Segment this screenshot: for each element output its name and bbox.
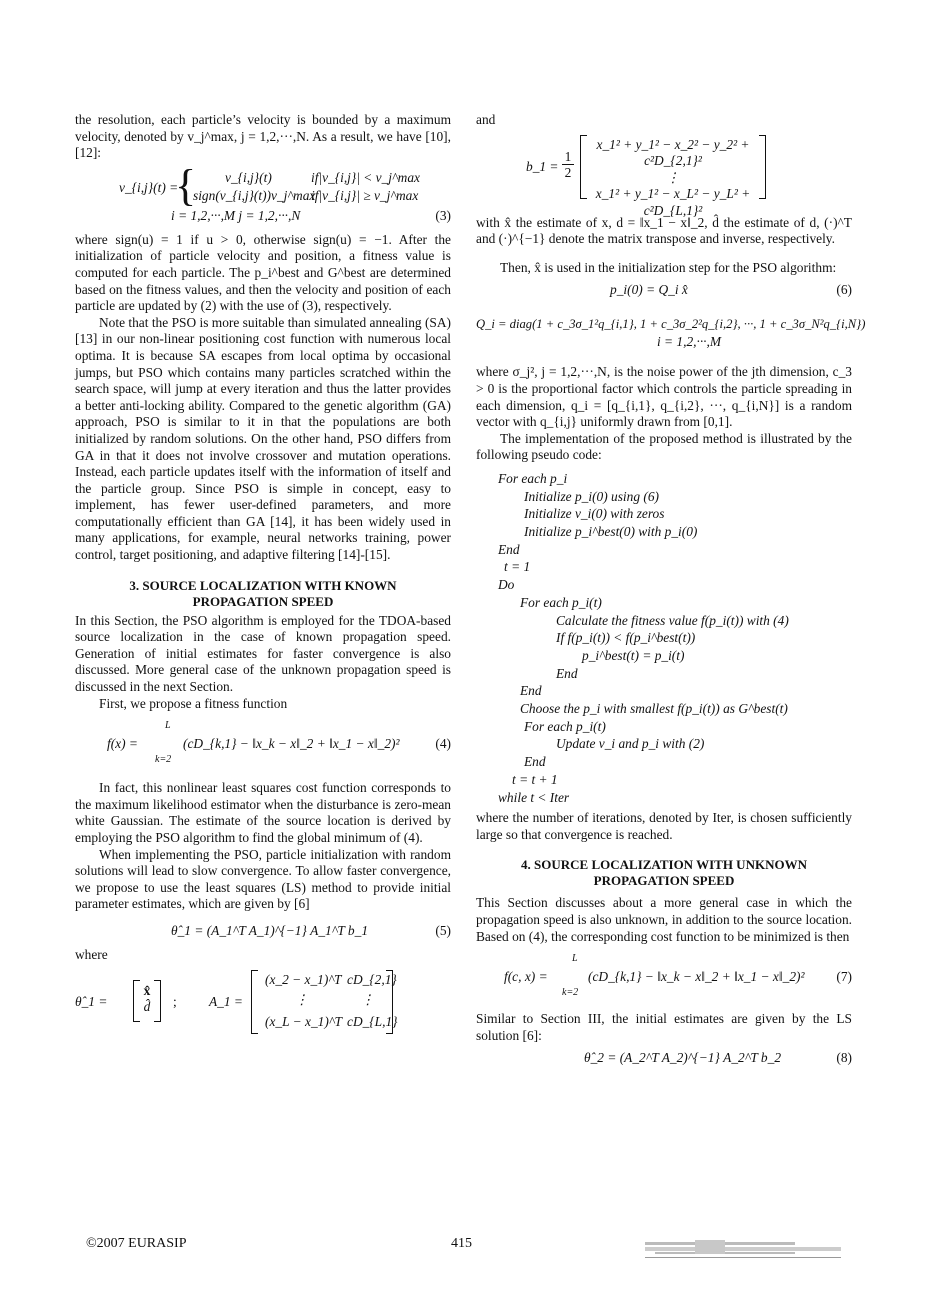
- word-and: and: [476, 112, 496, 127]
- eq3-lhs: v_{i,j}(t) =: [119, 179, 179, 195]
- footer-copyright: ©2007 EURASIP: [86, 1236, 187, 1251]
- equation-6: [476, 280, 852, 302]
- a1-r3c2: cD_{L,1}: [347, 1013, 398, 1029]
- eq3-number: (3): [435, 207, 451, 223]
- section-3-heading: [75, 578, 451, 610]
- qi-definition: [476, 316, 866, 358]
- code-line: Choose the p_i with smallest f(p_i(t)) as G^best(t): [520, 701, 788, 717]
- a1-r3c1: (x_L − x_1)^T: [265, 1013, 342, 1029]
- section-4-heading-line1: 4. SOURCE LOCALIZATION WITH UNKNOWN: [521, 857, 807, 873]
- code-line: End: [498, 541, 520, 557]
- code-line: while t < Iter: [498, 789, 570, 805]
- footer-page-number: 415: [451, 1236, 472, 1251]
- theta-top: x̂: [143, 982, 151, 998]
- code-line: Initialize v_i(0) with zeros: [524, 506, 665, 522]
- code-line: End: [556, 665, 578, 681]
- para-fact: In fact, this nonlinear least squares cost function corresponds to the maximum likelihood estimator when the disturbance is zero-mean white Gaussian. The estimate of the source location is derived by employing the PSO algorithm to find the global minimum of (4).: [75, 780, 451, 845]
- code-line: For each p_i: [498, 470, 568, 486]
- left-column: [75, 112, 451, 1034]
- b1-fraction-num: 1: [562, 149, 574, 165]
- para-sa: Note that the PSO is more suitable than simulated annealing (SA) [13] in our non-linear positioning cost function with numerous local optima. It is because SA escapes from local optima by occasional jumps, but PSO which contains many particles scratched within the search space, will jump at every iteration and thus the latter provides a better anti-locking ability. Compared to the genetic algorithm (GA) approach, PSO is similar to it in that the populations are both initialized by random solutions. On the other hand, PSO differs from GA in that it does not involve crossover and mutation operations. Instead, each particle updates itself with the information of itself and the particle group. Since PSO is simple in concept, easy to implement, has fewer user-defined parameters, and more computationally efficient than GA [14], it has been widely used in many applications, for example, neural networks training, power control, target positioning, and adaptive filtering [14]-[15].: [75, 314, 451, 563]
- section-3-heading-line1: 3. SOURCE LOCALIZATION WITH KNOWN: [129, 577, 397, 593]
- para-similar: Similar to Section III, the initial estimates are given by the LS solution [6]:: [476, 1011, 852, 1043]
- b1-fraction: [562, 149, 574, 180]
- eq7-number: (7): [836, 969, 852, 985]
- right-column: [476, 112, 866, 1070]
- code-line: Do: [498, 577, 515, 593]
- b1-row3: x_1² + y_1² − x_L² − y_L² + c²D_{L,1}²: [595, 186, 751, 218]
- section-4-heading-line2: PROPAGATION SPEED: [593, 873, 735, 889]
- eq6-body: p_i(0) = Q_i x̂: [610, 282, 688, 298]
- eq3-brace: {: [175, 160, 197, 210]
- eq3-case1-cond: if|v_{i,j}| < v_j^max: [311, 169, 420, 185]
- b1-definition: [476, 133, 852, 218]
- footer-logo-icon: [645, 1240, 841, 1259]
- code-line: Initialize p_i^best(0) with p_i(0): [524, 524, 698, 540]
- para-pseudo: The implementation of the proposed method is illustrated by the following pseudo code:: [476, 430, 852, 463]
- code-line: Calculate the fitness value f(p_i(t)) with (4): [556, 612, 789, 628]
- para-sec4: This Section discusses about a more general case in which the propagation speed is also unknown, in addition to the source location. Based on (4), the corresponding cost function to be minimized is then: [476, 895, 852, 944]
- eq7-lhs: f(c, x) =: [504, 969, 548, 985]
- section-3-heading-line2: PROPAGATION SPEED: [192, 593, 334, 609]
- theta-vector: [133, 980, 161, 1022]
- eq4-number: (4): [435, 736, 451, 752]
- code-line: Initialize p_i(0) using (6): [524, 488, 660, 504]
- a1-dots-1: ⋮: [295, 991, 309, 1007]
- eq4-sum-top: L: [165, 720, 171, 732]
- para-then: Then, x̂ is used in the initialization step for the PSO algorithm:: [500, 259, 837, 275]
- code-line: End: [524, 754, 546, 770]
- eq6-number: (6): [836, 282, 852, 298]
- theta-lhs: θ̂_1 =: [75, 993, 108, 1009]
- equation-7: [476, 951, 852, 1003]
- eq4-lhs: f(x) =: [107, 736, 138, 752]
- code-line: For each p_i(t): [520, 594, 602, 610]
- theta-bottom: d̂: [143, 998, 151, 1014]
- code-line: End: [520, 683, 542, 699]
- qi-line1: Q_i = diag(1 + c_3σ_1²q_{i,1}, 1 + c_3σ_2²q_{i,2}, ···, 1 + c_3σ_N²q_{i,N}): [476, 317, 866, 332]
- word-where: where: [75, 946, 108, 962]
- eq7-body: (cD_{k,1} − ‖x_k − x‖_2 + ‖x_1 − x‖_2)²: [588, 969, 805, 985]
- b1-fraction-den: 2: [564, 164, 572, 180]
- b1-lhs: b_1 =: [526, 158, 559, 174]
- a1-dots-2: ⋮: [361, 991, 375, 1007]
- eq3-range: i = 1,2,···,M j = 1,2,···,N: [171, 207, 301, 223]
- section-4-heading: [476, 857, 852, 889]
- para-sec3: In this Section, the PSO algorithm is employed for the TDOA-based source localization in the case of known propagation speed. Generation of initial estimates for faster convergence is also discussed. More general case of the unknown propagation speed is discussed in the next Section.: [75, 612, 451, 695]
- para-with: with x̂ the estimate of x, d = ‖x_1 − x‖_2, d̂ the estimate of d, (·)^T and (·)^{−1} denote the matrix transpose and inverse, respectively.: [476, 214, 852, 247]
- theta-semicolon: ;: [173, 993, 177, 1009]
- eq5-number: (5): [435, 922, 451, 938]
- a1-r1c1: (x_2 − x_1)^T: [265, 971, 342, 987]
- eq4-sum-bottom: k=2: [155, 754, 172, 766]
- pseudo-code: [476, 470, 852, 806]
- a1-matrix: [251, 970, 398, 1034]
- b1-row2: ⋮: [666, 169, 680, 185]
- equation-5: [75, 921, 451, 943]
- para-impl: When implementing the PSO, particle initialization with random solutions will lead to slow convergence. To allow faster convergence, we propose to use the least squares (LS) method to provide initial parameter estimates, which are given by [6]: [75, 846, 451, 912]
- code-line: Update v_i and p_i with (2): [556, 736, 705, 752]
- equation-3: [75, 160, 451, 210]
- b1-row1: x_1² + y_1² − x_2² − y_2² + c²D_{2,1}²: [596, 136, 750, 169]
- code-line: If f(p_i(t)) < f(p_i^best(t)): [556, 630, 696, 646]
- code-line: t = t + 1: [512, 771, 558, 787]
- eq5-body: θ̂_1 = (A_1^T A_1)^{−1} A_1^T b_1: [171, 922, 369, 938]
- eq7-sum-top: L: [572, 953, 578, 965]
- b1-vector: [580, 135, 766, 218]
- eq3-case1-value: v_{i,j}(t): [225, 169, 272, 185]
- code-line: t = 1: [504, 559, 531, 575]
- equation-3-range: [75, 208, 451, 226]
- a1-lhs: A_1 =: [209, 993, 243, 1009]
- eq8-number: (8): [836, 1050, 852, 1066]
- code-line: For each p_i(t): [524, 718, 606, 734]
- eq8-body: θ̂_2 = (A_2^T A_2)^{−1} A_2^T b_2: [584, 1050, 782, 1066]
- para-sign: where sign(u) = 1 if u > 0, otherwise sign(u) = −1. After the initialization of particle velocity and position, a fitness value is computed for each particle. The p_i^best and G^best are determined based on the fitness values, and then the velocity and position of each particle are updated by (2) with the use of (3), respectively.: [75, 231, 451, 314]
- eq7-sum-bottom: k=2: [562, 987, 579, 999]
- code-line: p_i^best(t) = p_i(t): [582, 647, 685, 663]
- para-first: First, we propose a fitness function: [99, 695, 288, 711]
- theta-a1-definition: [75, 970, 451, 1034]
- a1-r1c2: cD_{2,1}: [347, 971, 397, 987]
- equation-8: [476, 1048, 852, 1070]
- eq3-case2-value: sign(v_{i,j}(t))v_j^max: [193, 187, 316, 203]
- eq3-case2-cond: if|v_{i,j}| ≥ v_j^max: [311, 187, 419, 203]
- eq4-body: (cD_{k,1} − ‖x_k − x‖_2 + ‖x_1 − x‖_2)²: [183, 736, 400, 752]
- para-iter: where the number of iterations, denoted by Iter, is chosen sufficiently large so that convergence is reached.: [476, 810, 852, 842]
- qi-line2: i = 1,2,···,M: [656, 334, 722, 350]
- para-intro: the resolution, each particle’s velocity is bounded by a maximum velocity, denoted by v_j^max, j = 1,2,···,N. As a result, we have [10], [12]:: [75, 112, 451, 161]
- para-noise: where σ_j², j = 1,2,···,N, is the noise power of the jth dimension, c_3 > 0 is the proportional factor which controls the particle spreading in each dimension, q_i = [q_{i,1}, q_{i,2}, ···, q_{i,N}] is a random vector with q_{i,j} uniformly drawn from [0,1].: [476, 364, 852, 430]
- equation-4: [75, 718, 451, 772]
